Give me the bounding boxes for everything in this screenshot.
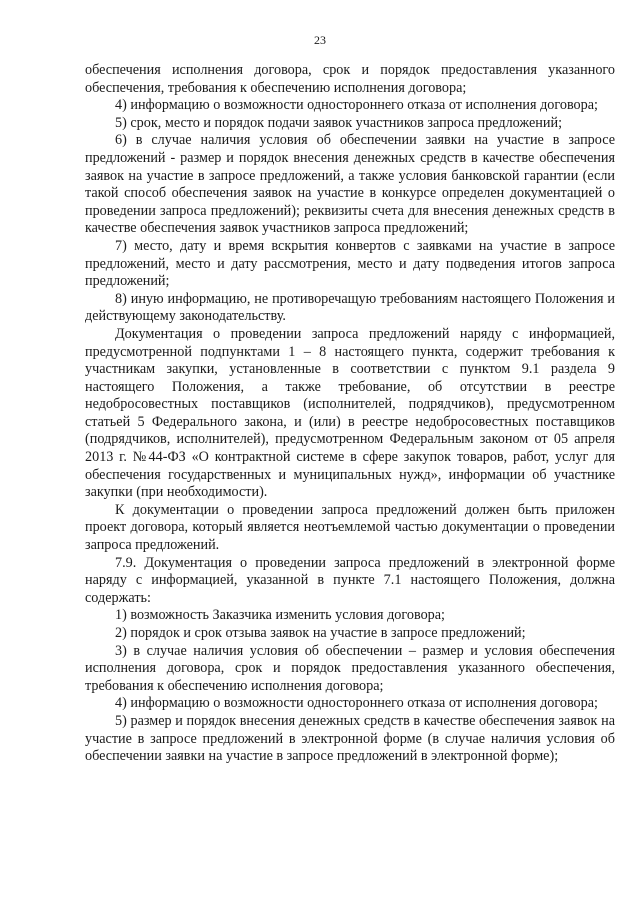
document-body (85, 62, 615, 766)
paragraph-7-9-item-1: 1) возможность Заказчика изменить условия договора; (115, 607, 445, 624)
paragraph-item-6: 6) в случае наличия условия об обеспечении заявки на участие в запросе предложений - размер и порядок внесения денежных средств в качестве обеспечения заявок на участие в запросе предложений, а также условия банковской гарантии (если такой способ обеспечения заявок на участие в конкурсе определен документацией о проведении запроса предложений); реквизиты счета для внесения денежных средств в качестве обеспечения заявок участников запроса предложений; (85, 132, 615, 237)
paragraph-continuation: обеспечения исполнения договора, срок и порядок предоставления указанного обеспечения, требования к обеспечению исполнения договора; (85, 62, 615, 96)
page-number: 23 (314, 33, 326, 47)
paragraph-draft-contract: К документации о проведении запроса предложений должен быть приложен проект договора, который является неотъемлемой частью документации о проведении запроса предложений. (85, 501, 615, 554)
paragraph-7-9-item-2: 2) порядок и срок отзыва заявок на участие в запросе предложений; (115, 625, 526, 641)
paragraph-7-9-item-3: 3) в случае наличия условия об обеспечении – размер и условия обеспечения исполнения договора, срок и порядок предоставления указанного обеспечения, требования к обеспечению исполнения договора; (85, 642, 615, 694)
paragraph-section-7-9: 7.9. Документация о проведении запроса предложений в электронной форме наряду с информацией, указанной в пункте 7.1 настоящего Положения, должна содержать: (85, 554, 615, 606)
paragraph-item-4: 4) информацию о возможности одностороннего отказа от исполнения договора; (115, 97, 598, 114)
paragraph-documentation-requirements: Документация о проведении запроса предложений наряду с информацией, предусмотренной подпунктами 1 – 8 настоящего пункта, содержит требования к участникам закупки, установленные в соответствии с пунктом 9.1 раздела 9 настоящего Положения, а также требование, об отсутствии в реестре недобросовестных поставщиков (исполнителей, подрядчиков), предусмотренном статьей 5 Федерального закона, и (или) в реестре недобросовестных поставщиков (подрядчиков, исполнителей), предусмотренном Федеральным законом от 05 апреля 2013 г. №44-ФЗ «О контрактной системе в сфере закупок товаров, работ, услуг для обеспечения государственных и муниципальных нужд», информации об участнике закупки (при необходимости). (85, 325, 615, 501)
paragraph-7-9-item-5: 5) размер и порядок внесения денежных средств в качестве обеспечения заявок на участие в запросе предложений в электронной форме (в случае наличия условия об обеспечении заявки на участие в запросе предложений в электронной форме); (85, 712, 615, 765)
paragraph-item-5: 5) срок, место и порядок подачи заявок участников запроса предложений; (115, 114, 563, 131)
paragraph-item-8: 8) иную информацию, не противоречащую требованиям настоящего Положения и действующему законодательству. (85, 290, 615, 325)
paragraph-item-7: 7) место, дату и время вскрытия конвертов с заявками на участие в запросе предложений, место и дату рассмотрения, место и дату подведения итогов запроса предложений; (85, 237, 615, 290)
paragraph-7-9-item-4: 4) информацию о возможности одностороннего отказа от исполнения договора; (115, 695, 598, 712)
